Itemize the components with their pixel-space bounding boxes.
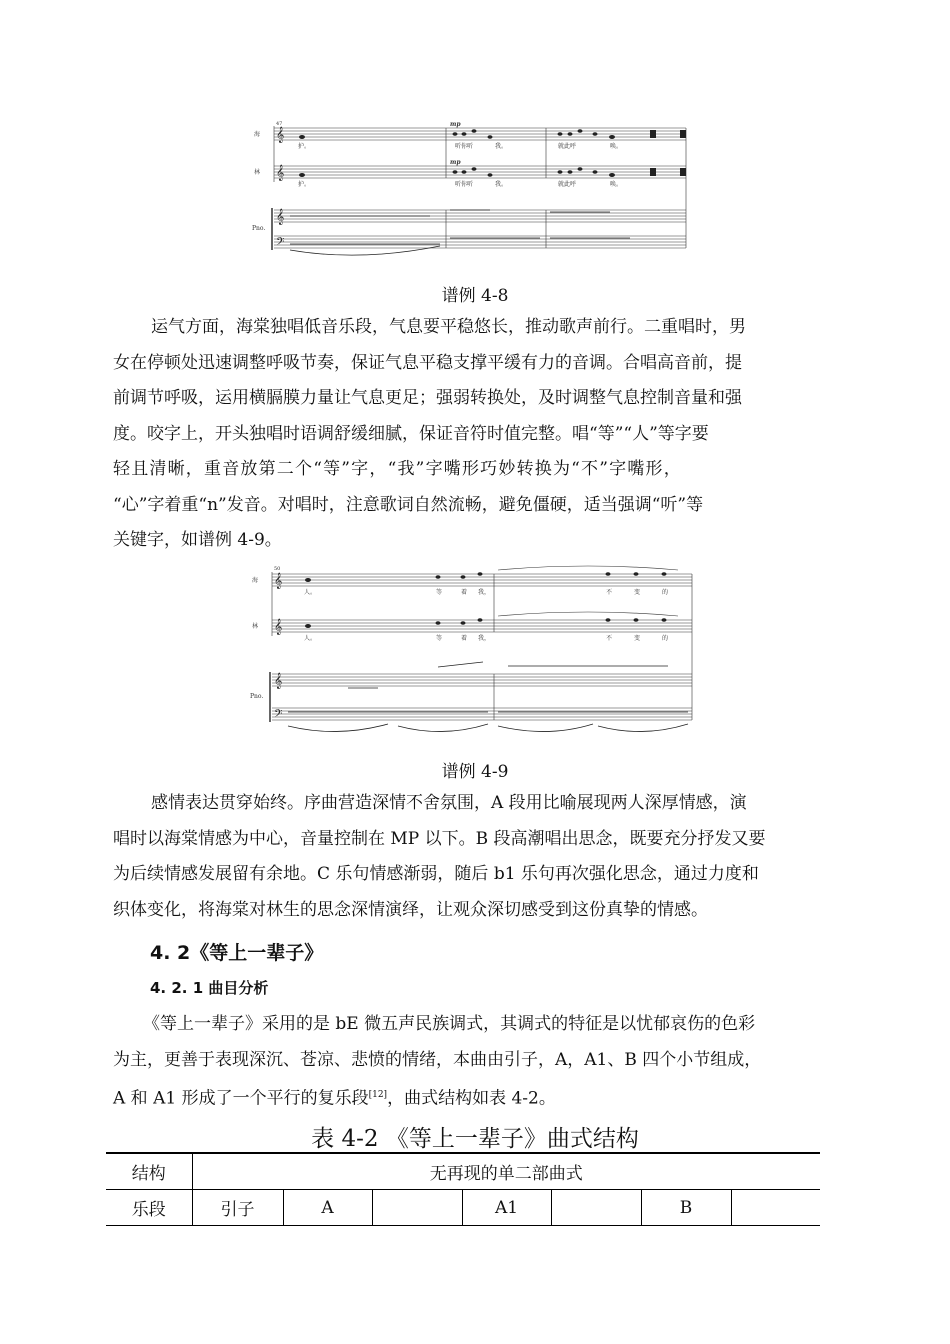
citation-ref: [12] bbox=[368, 1090, 388, 1100]
body-paragraph: 运气方面，海棠独唱低音乐段，气息要平稳悠长，推动歌声前行。二重唱时，男 女在停顿处迅速调整呼吸节奏，保证气息平稳支撑平缓有力的音调。合唱高音前，提 前调节呼吸，运用横膈膜力量让气息更足；强弱转换处，及时调整气息控制音量和强 度。咬字上，开头独唱时语调舒缓细腻，保证音符时值完整。唱“等”“人”等字要 轻且清晰，重音放第二个“等”字，“我”字嘴形巧妙转换为“不”字嘴形， “心”字着重“n”发音。对唱时，注意歌词自然流畅，避免僵硬，适当强调“听”等 关键字，如谱例 4-9。 bbox=[113, 317, 746, 550]
lyric: 着 bbox=[461, 635, 468, 642]
table-cell bbox=[372, 1190, 462, 1226]
table-cell: 引子 bbox=[192, 1190, 283, 1226]
lyric: 护。 bbox=[298, 143, 311, 150]
table-row bbox=[106, 1190, 820, 1226]
svg-text:𝄞: 𝄞 bbox=[276, 127, 285, 143]
part-label-lin: 林 bbox=[254, 169, 261, 176]
section-heading: 4. 2《等上一辈子》 bbox=[150, 942, 324, 964]
lyric: 等 bbox=[436, 589, 443, 596]
bar-number: 47 bbox=[276, 121, 283, 127]
figure-caption: 谱例 4-8 bbox=[441, 286, 509, 306]
lyric: 就此呼 bbox=[558, 143, 577, 150]
dynamic-marking: mp bbox=[450, 121, 461, 128]
lyric: 着 bbox=[461, 589, 468, 596]
table-cell: B bbox=[641, 1190, 731, 1226]
sheet-music-image bbox=[250, 118, 690, 268]
lyric: 听你听 bbox=[455, 181, 474, 188]
lyric: 的 bbox=[662, 589, 669, 596]
sheet-music-image bbox=[248, 562, 696, 742]
body-paragraph: 感情表达贯穿始终。序曲营造深情不舍氛围，A 段用比喻展现两人深厚情感，演 唱时以海棠情感为中心，音量控制在 MP 以下。B 段高潮唱出思念，既要充分抒发又要 为后续情感发展留有余地。C 乐句情感渐弱，随后 b1 乐句再次强化思念，通过力度和 织体变化，将海棠对林生的思念深情演绎，让观众深切感受到这份真挚的情感。 bbox=[113, 793, 766, 920]
body-paragraph: 《等上一辈子》采用的是 bE 微五声民族调式，其调式的特征是以忧郁哀伤的色彩 为主，更善于表现深沉、苍凉、悲愤的情绪，本曲由引子，A，A1、B 四个小节组成， A 和 A1 形成了一个平行的复乐段[12]，曲式结构如表 4-2。 bbox=[113, 1014, 762, 1109]
svg-text:𝄢: 𝄢 bbox=[274, 708, 283, 723]
svg-text:𝄞: 𝄞 bbox=[274, 673, 283, 689]
lyric: 变 bbox=[634, 589, 641, 596]
lyric: 不 bbox=[606, 589, 613, 596]
lyric: 的 bbox=[662, 635, 669, 642]
table-cell: 结构 bbox=[106, 1153, 192, 1190]
lyric: 唤。 bbox=[610, 181, 623, 188]
svg-text:𝄞: 𝄞 bbox=[276, 209, 285, 225]
lyric: 不 bbox=[606, 635, 613, 642]
structure-table bbox=[106, 1152, 820, 1226]
svg-text:𝄞: 𝄞 bbox=[274, 573, 283, 589]
bar-number: 50 bbox=[274, 566, 281, 572]
score-example-4-9 bbox=[248, 562, 696, 742]
svg-text:𝄞: 𝄞 bbox=[274, 619, 283, 635]
lyric: 就此呼 bbox=[558, 181, 577, 188]
lyric: 等 bbox=[436, 635, 443, 642]
table-title: 表 4-2 《等上一辈子》曲式结构 bbox=[311, 1126, 639, 1152]
score-example-4-8 bbox=[250, 118, 690, 268]
table-cell: A bbox=[283, 1190, 372, 1226]
lyric: 我。 bbox=[495, 181, 508, 188]
part-label-hai: 海 bbox=[254, 131, 261, 138]
lyric: 我， bbox=[478, 635, 491, 642]
table-row bbox=[106, 1153, 820, 1190]
svg-text:𝄞: 𝄞 bbox=[276, 165, 285, 181]
table-cell bbox=[731, 1190, 820, 1226]
part-label-hai: 海 bbox=[252, 577, 259, 584]
part-label-lin: 林 bbox=[252, 623, 259, 630]
lyric: 我。 bbox=[495, 143, 508, 150]
lyric: 唤。 bbox=[610, 143, 623, 150]
dynamic-marking-2: mp bbox=[450, 159, 461, 166]
lyric: 护。 bbox=[298, 181, 311, 188]
table-cell bbox=[551, 1190, 641, 1226]
lyric: 人。 bbox=[304, 589, 317, 596]
lyric: 人。 bbox=[304, 635, 317, 642]
table-cell: 乐段 bbox=[106, 1190, 192, 1226]
table-cell: 无再现的单二部曲式 bbox=[192, 1153, 820, 1190]
svg-text:𝄢: 𝄢 bbox=[276, 236, 285, 251]
lyric: 我， bbox=[478, 589, 491, 596]
subsection-heading: 4. 2. 1 曲目分析 bbox=[150, 979, 269, 997]
lyric: 听你听 bbox=[455, 143, 474, 150]
lyric: 变 bbox=[634, 635, 641, 642]
table-cell: A1 bbox=[462, 1190, 551, 1226]
part-label-piano: Pno. bbox=[252, 225, 266, 232]
figure-caption: 谱例 4-9 bbox=[441, 762, 509, 782]
part-label-piano: Pno. bbox=[250, 693, 264, 700]
